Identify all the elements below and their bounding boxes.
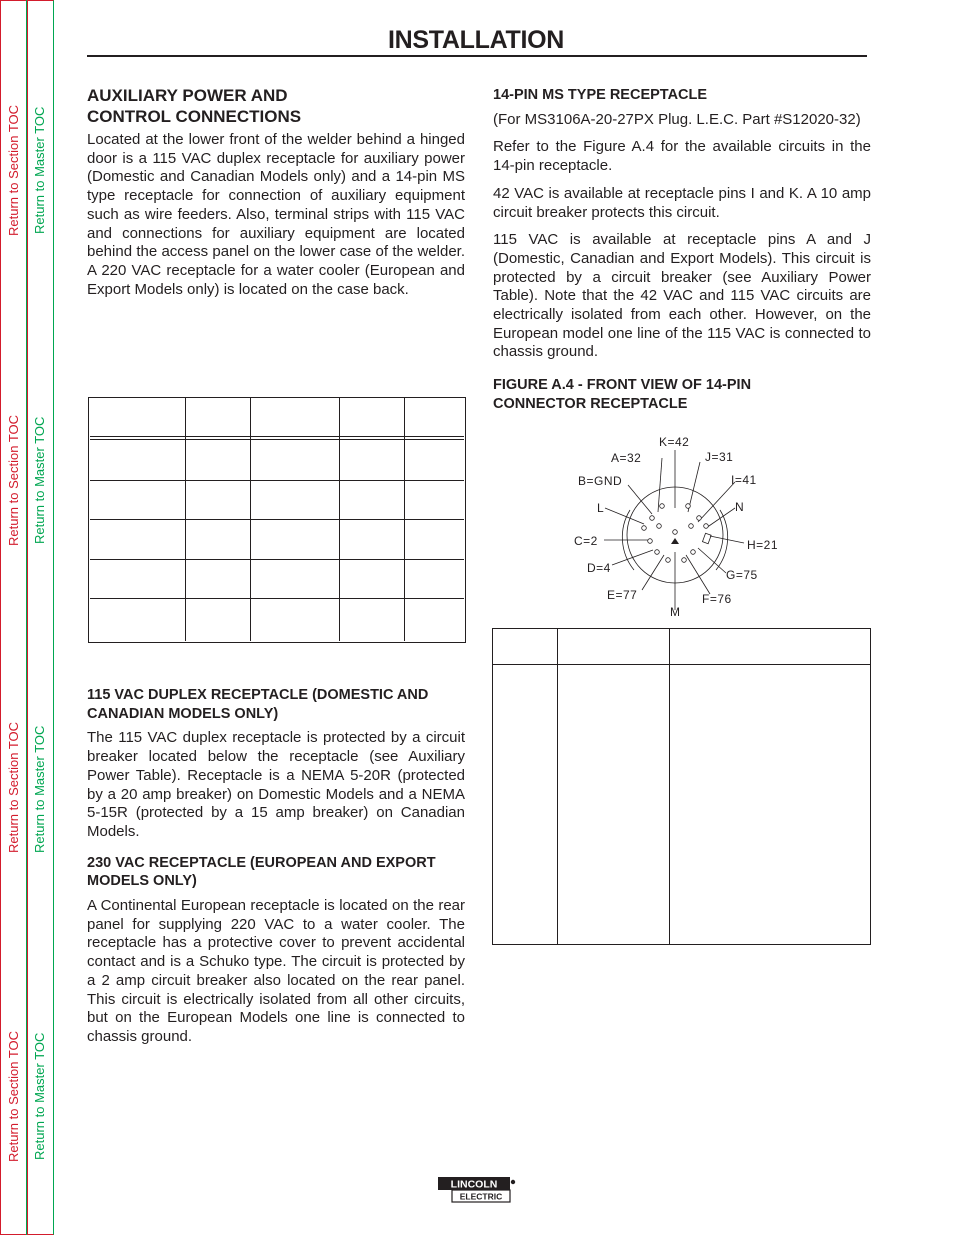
left-column-lower bbox=[87, 686, 465, 1047]
receptacle-paragraph: Refer to the Figure A.4 for the available circuits in the 14-pin receptacle. bbox=[493, 138, 871, 175]
leader-line bbox=[612, 550, 653, 565]
pin-label-c: C=2 bbox=[574, 534, 598, 548]
pin-socket bbox=[650, 516, 655, 521]
recept230-paragraph: A Continental European receptacle is located on the rear panel for supplying 220 VAC to a water cooler. The receptacle has a protective cover to prevent accidental contact and is a Schuko type. The circuit is protected by a 2 amp circuit breaker also located on the rear panel. This circuit is electrically isolated from all other circuits, but on the European Models one line is connected to chassis ground. bbox=[87, 897, 465, 1045]
aux-power-heading bbox=[87, 85, 465, 127]
pin-socket bbox=[666, 558, 671, 563]
table-col-rule bbox=[557, 629, 558, 944]
page-title: INSTALLATION bbox=[388, 26, 565, 54]
pin-socket bbox=[657, 524, 662, 529]
pin-socket bbox=[642, 526, 647, 531]
leader-line bbox=[686, 555, 710, 594]
pin-label-f: F=76 bbox=[702, 592, 732, 606]
table-rule bbox=[90, 598, 464, 599]
duplex-paragraph: The 115 VAC duplex receptacle is protected by a circuit breaker located below the receptacle (see Auxiliary Power Table). Receptacle is a NEMA 5-20R (protected by a 20 amp breaker) on Domestic Models and a NEMA 5-15R (protected by a 15 amp breaker) on Canadian Models. bbox=[87, 729, 465, 840]
return-to-section-toc-link[interactable]: Return to Section TOC bbox=[6, 1030, 21, 1162]
caption-line: FIGURE A.4 - FRONT VIEW OF 14-PIN bbox=[493, 377, 752, 394]
table-col-rule bbox=[404, 398, 405, 641]
key-slot bbox=[702, 533, 711, 544]
right-column bbox=[493, 86, 871, 414]
connector-arc bbox=[716, 510, 728, 570]
caption-line: CONNECTOR RECEPTACLE bbox=[493, 395, 688, 412]
pin-socket bbox=[682, 558, 687, 563]
table-col-rule bbox=[250, 398, 251, 641]
sidebar-divider bbox=[27, 0, 28, 1235]
table-rule bbox=[90, 480, 464, 481]
table-border bbox=[492, 628, 871, 945]
table-rule bbox=[90, 559, 464, 560]
return-to-master-toc-link[interactable]: Return to Master TOC bbox=[32, 106, 47, 234]
pin-label-d: D=4 bbox=[587, 561, 611, 575]
pin-socket bbox=[660, 504, 665, 509]
ms-receptacle-heading: 14-PIN MS TYPE RECEPTACLE bbox=[493, 87, 708, 103]
pin-socket bbox=[673, 530, 678, 535]
receptacle-paragraph: 115 VAC is available at receptacle pins A and J (Domestic, Canadian and Export Models). This circuit is protected by a circuit breaker (see Auxiliary Power Table). Note that the 42 VAC and 115 VAC circuits are electrically isolated from each other. However, on the European model one line of the 115 VAC is connected to chassis ground. bbox=[493, 231, 871, 361]
left-column bbox=[87, 85, 465, 299]
return-to-section-toc-link[interactable]: Return to Section TOC bbox=[6, 104, 21, 236]
recept230-heading: 230 VAC RECEPTACLE (EUROPEAN AND EXPORT MODELS ONLY) bbox=[87, 854, 436, 890]
figure-caption bbox=[493, 376, 871, 413]
toc-sidebar bbox=[0, 0, 54, 1235]
table-rule bbox=[492, 664, 870, 665]
pin-label-b: B=GND bbox=[578, 474, 623, 488]
return-to-section-toc-link[interactable]: Return to Section TOC bbox=[6, 414, 21, 546]
pin-socket bbox=[686, 504, 691, 509]
table-col-rule bbox=[339, 398, 340, 641]
logo-line2: ELECTRIC bbox=[459, 1191, 503, 1202]
pin-label-n: N bbox=[735, 500, 745, 514]
pin-socket bbox=[691, 550, 696, 555]
connector-drawing bbox=[560, 440, 800, 620]
pin-socket bbox=[689, 524, 694, 529]
logo-line1: LINCOLN bbox=[450, 1178, 498, 1191]
pin-label-j: J=31 bbox=[705, 450, 734, 464]
pin-socket bbox=[704, 524, 709, 529]
return-to-master-toc-link[interactable]: Return to Master TOC bbox=[32, 725, 47, 853]
pin-label-l: L bbox=[597, 501, 605, 515]
table-col-rule bbox=[185, 398, 186, 641]
pin-label-e: E=77 bbox=[607, 588, 638, 602]
leader-line bbox=[628, 485, 652, 514]
pin-label-a: A=32 bbox=[611, 451, 642, 465]
heading-line: AUXILIARY POWER AND bbox=[87, 86, 288, 105]
pin-label-m: M bbox=[670, 605, 681, 619]
return-to-master-toc-link[interactable]: Return to Master TOC bbox=[32, 416, 47, 544]
pin-socket bbox=[655, 550, 660, 555]
table-rule bbox=[90, 519, 464, 520]
pin-label-k: K=42 bbox=[659, 435, 690, 449]
table-rule bbox=[90, 436, 464, 437]
table-rule bbox=[90, 439, 464, 440]
heading-line: CONTROL CONNECTIONS bbox=[87, 107, 302, 126]
return-to-section-toc-link[interactable]: Return to Section TOC bbox=[6, 721, 21, 853]
title-rule bbox=[87, 55, 867, 57]
pin-label-g: G=75 bbox=[726, 568, 758, 582]
pin-label-h: H=21 bbox=[747, 538, 779, 552]
leader-line bbox=[698, 482, 735, 522]
key-marker bbox=[671, 538, 679, 544]
pin-label-i: I=41 bbox=[731, 473, 757, 487]
table-border bbox=[88, 397, 466, 643]
pin-socket bbox=[697, 516, 702, 521]
return-to-master-toc-link[interactable]: Return to Master TOC bbox=[32, 1032, 47, 1160]
leader-line bbox=[710, 536, 744, 543]
pin-socket bbox=[648, 539, 653, 544]
intro-paragraph: Located at the lower front of the welder behind a hinged door is a 115 VAC duplex receptacle for auxiliary power (Domestic and Canadian Models only) and a 14-pin MS type receptacle for connection of auxiliary equipment such as wire feeders. Also, terminal strips with 115 VAC and connections for auxiliary equipment are located behind the access panel on the lower case of the welder. A 220 VAC receptacle for a water cooler (European and Export Models only) is located on the case back. bbox=[87, 131, 465, 298]
lincoln-electric-logo bbox=[438, 1176, 516, 1204]
receptacle-paragraph: 42 VAC is available at receptacle pins I and K. A 10 amp circuit breaker protects this circuit. bbox=[493, 184, 871, 221]
table-col-rule bbox=[669, 629, 670, 944]
duplex-heading: 115 VAC DUPLEX RECEPTACLE (DOMESTIC AND CANADIAN MODELS ONLY) bbox=[87, 687, 429, 722]
plug-note: (For MS3106A-20-27PX Plug. L.E.C. Part #S12020-32) bbox=[493, 110, 861, 128]
